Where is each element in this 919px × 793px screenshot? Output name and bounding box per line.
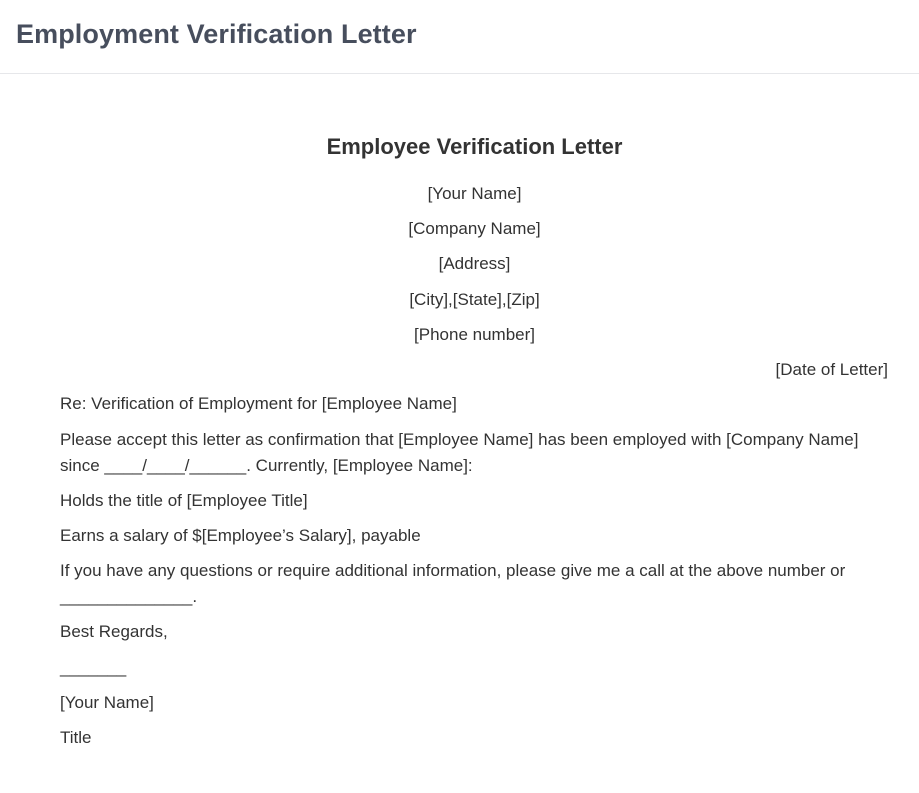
- sender-phone: [Phone number]: [414, 325, 535, 344]
- page-title: Employment Verification Letter: [16, 19, 417, 49]
- sender-name: [Your Name]: [427, 184, 522, 203]
- sender-company: [Company Name]: [408, 219, 541, 238]
- signer-name: [Your Name]: [60, 693, 154, 712]
- title-line: Holds the title of [Employee Title]: [60, 491, 308, 510]
- contact-line: If you have any questions or require additional information, please give me a call at the above number or ______________.: [60, 561, 846, 606]
- body-intro: Please accept this letter as confirmation that [Employee Name] has been employed with [Company Name] since ____/____/______. Currently, [Employee Name]:: [60, 430, 859, 475]
- signer-title: Title: [60, 728, 92, 747]
- letter-heading: Employee Verification Letter: [326, 134, 623, 159]
- letter-date: [Date of Letter]: [775, 360, 888, 379]
- salary-line: Earns a salary of $[Employee’s Salary], payable: [60, 526, 421, 545]
- signature-line: _______: [60, 658, 127, 677]
- app-header: [0, 0, 919, 74]
- sender-address: [Address]: [438, 254, 511, 273]
- re-line: Re: Verification of Employment for [Employee Name]: [60, 394, 457, 413]
- closing: Best Regards,: [60, 622, 168, 641]
- sender-city-state-zip: [City],[State],[Zip]: [409, 290, 540, 309]
